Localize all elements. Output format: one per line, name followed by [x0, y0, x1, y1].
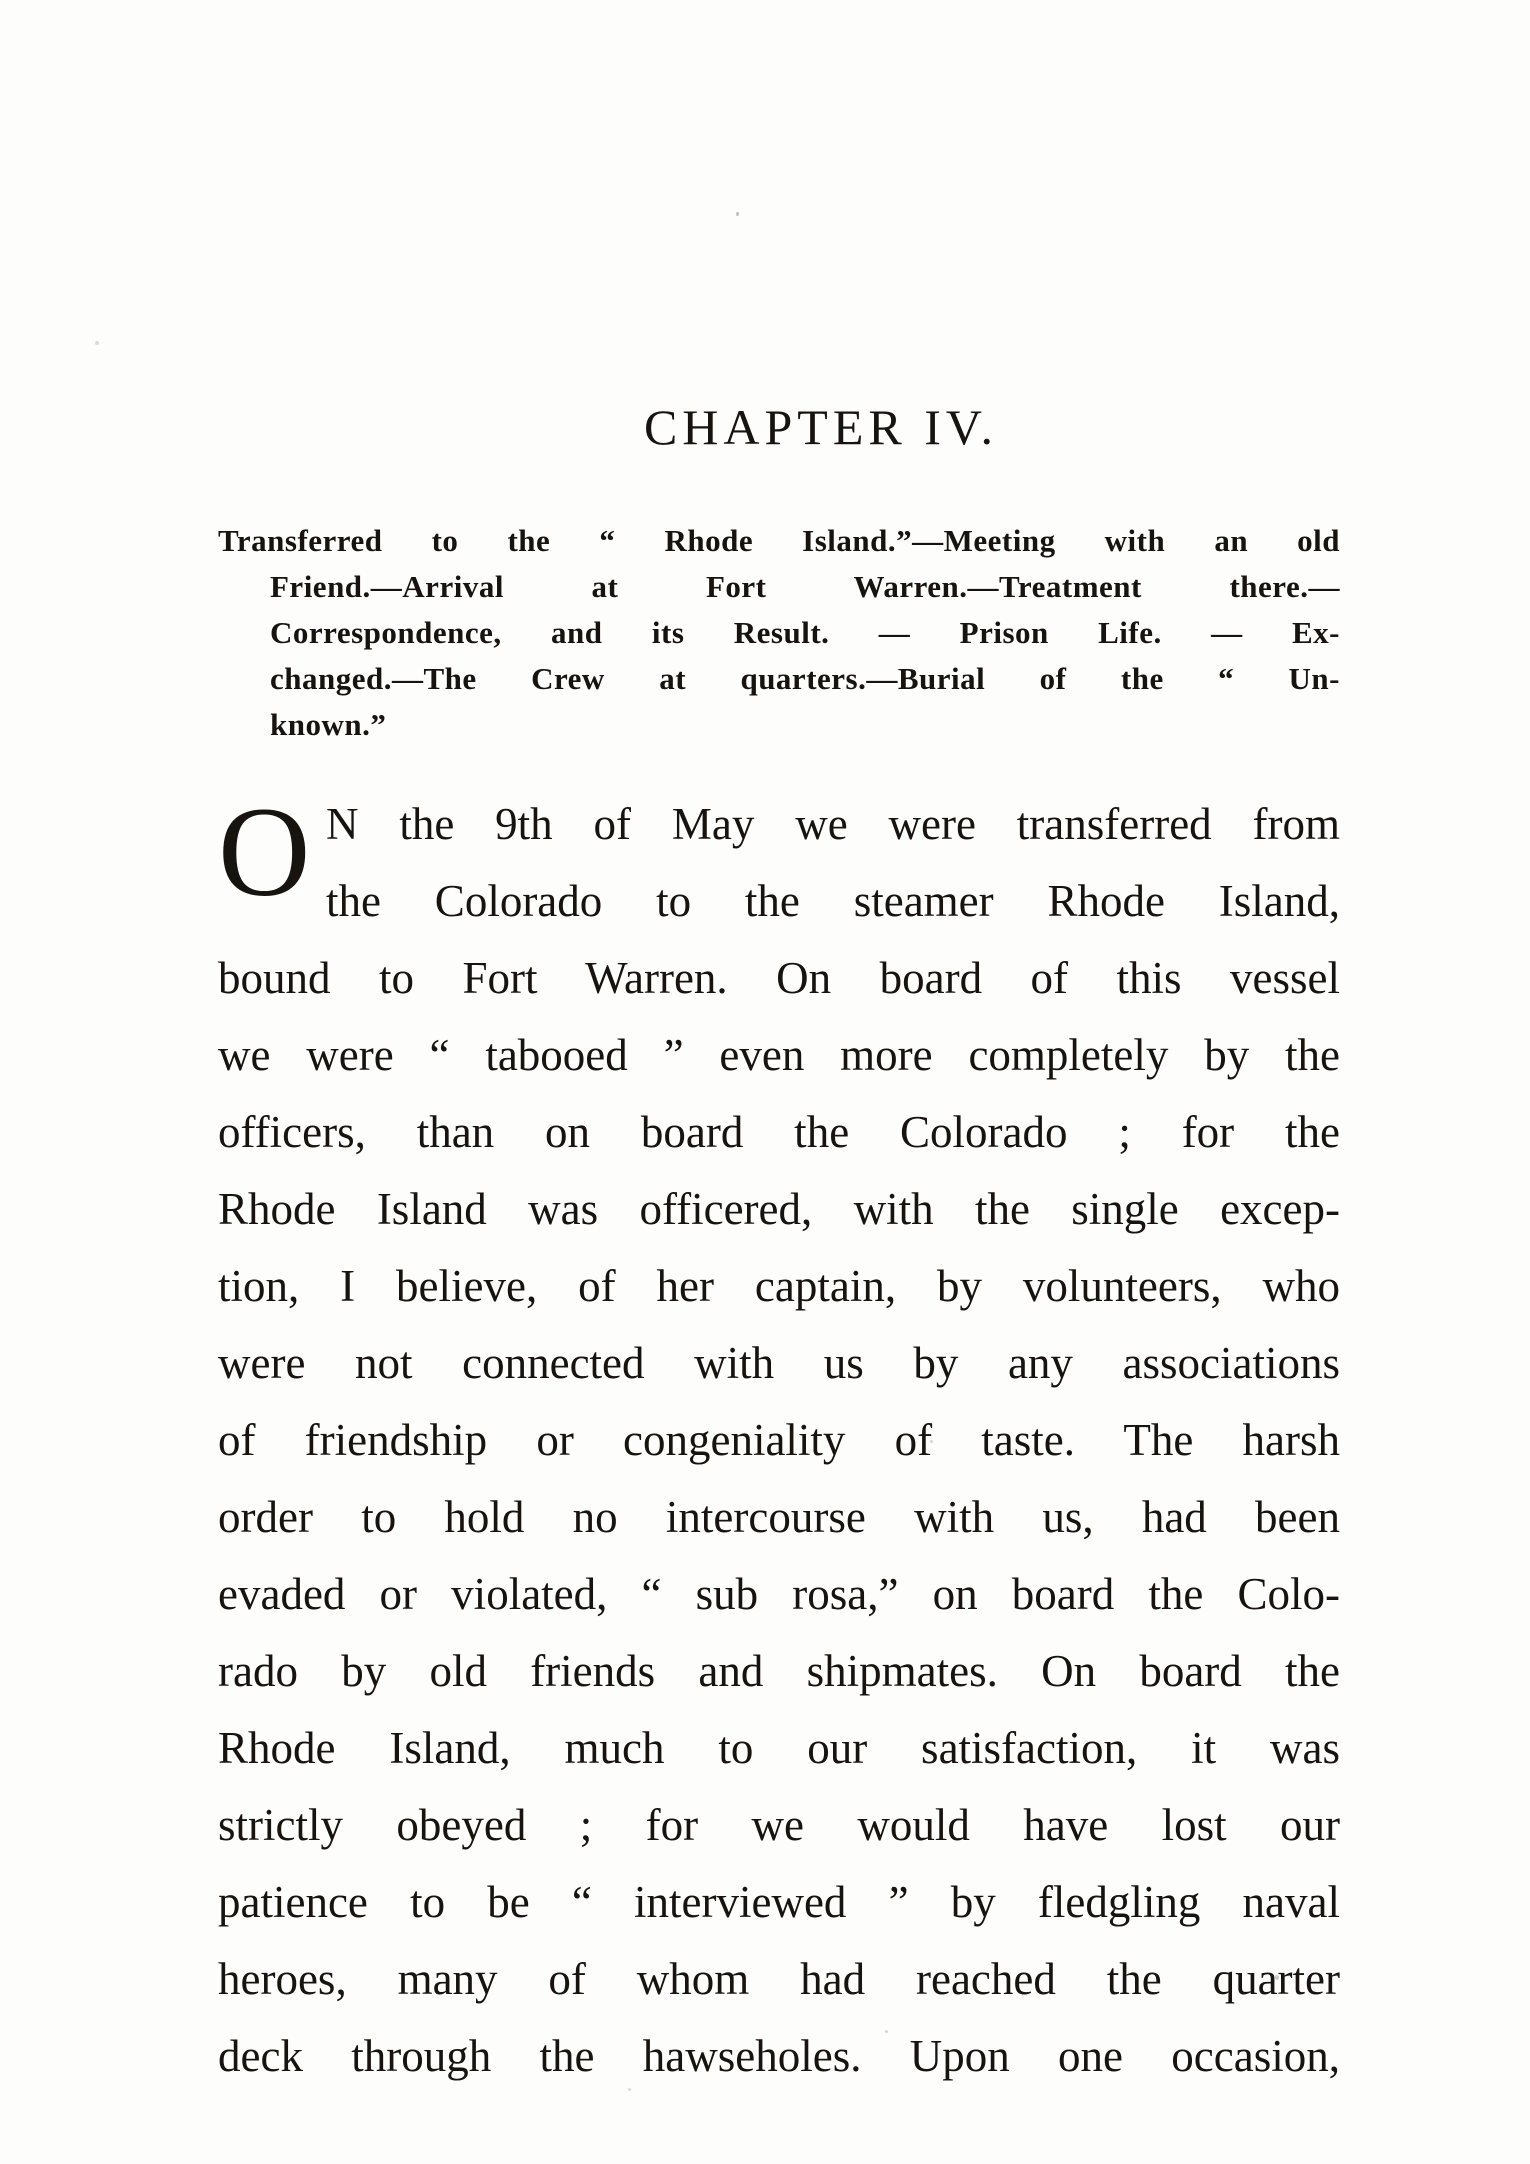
- body-line: evaded or violated, “ sub rosa,” on board the Colo-: [218, 1569, 1340, 1619]
- body-line: N the 9th of May we were transferred from: [326, 799, 1340, 849]
- body-line: rado by old friends and shipmates. On board the: [218, 1646, 1340, 1696]
- body-line: deck through the hawseholes. Upon one occasion,: [218, 2031, 1340, 2081]
- body-line: heroes, many of whom had reached the quarter: [218, 1954, 1340, 2004]
- body-line: order to hold no intercourse with us, had been: [218, 1492, 1340, 1542]
- scan-speck: [885, 2030, 888, 2033]
- summary-line: Correspondence, and its Result. — Prison Life. — Ex-: [270, 615, 1340, 650]
- summary-line: known.”: [270, 707, 387, 742]
- body-line: we were “ tabooed ” even more completely by the: [218, 1030, 1340, 1080]
- body-line: the Colorado to the steamer Rhode Island,: [326, 876, 1340, 926]
- opening-paragraph-start: [218, 781, 1340, 940]
- body-line: Rhode Island was officered, with the single excep-: [218, 1184, 1340, 1234]
- body-line: were not connected with us by any associations: [218, 1338, 1340, 1388]
- chapter-body: [218, 781, 1340, 2095]
- scan-speck: [95, 341, 99, 345]
- chapter-heading: CHAPTER IV.: [643, 399, 999, 455]
- scan-speck: [1275, 1975, 1279, 1980]
- summary-line: changed.—The Crew at quarters.—Burial of the “ Un-: [270, 661, 1340, 696]
- body-line: of friendship or congeniality of taste. The harsh: [218, 1415, 1340, 1465]
- chapter-summary: [218, 518, 1340, 748]
- body-line: strictly obeyed ; for we would have lost our: [218, 1800, 1340, 1850]
- body-line: officers, than on board the Colorado ; for the: [218, 1107, 1340, 1157]
- scan-speck: [736, 212, 739, 216]
- drop-cap: O: [218, 781, 311, 923]
- scan-speck: [930, 1440, 933, 1443]
- summary-line: Friend.—Arrival at Fort Warren.—Treatment there.—: [270, 569, 1340, 604]
- opening-lines: [326, 786, 1340, 940]
- scan-speck: [628, 2088, 631, 2091]
- body-line: patience to be “ interviewed ” by fledgling naval: [218, 1877, 1340, 1927]
- body-line: bound to Fort Warren. On board of this vessel: [218, 953, 1340, 1003]
- body-line: tion, I believe, of her captain, by volunteers, who: [218, 1261, 1340, 1311]
- summary-line: Transferred to the “ Rhode Island.”—Meeting with an old: [218, 523, 1340, 558]
- body-line: Rhode Island, much to our satisfaction, it was: [218, 1723, 1340, 1773]
